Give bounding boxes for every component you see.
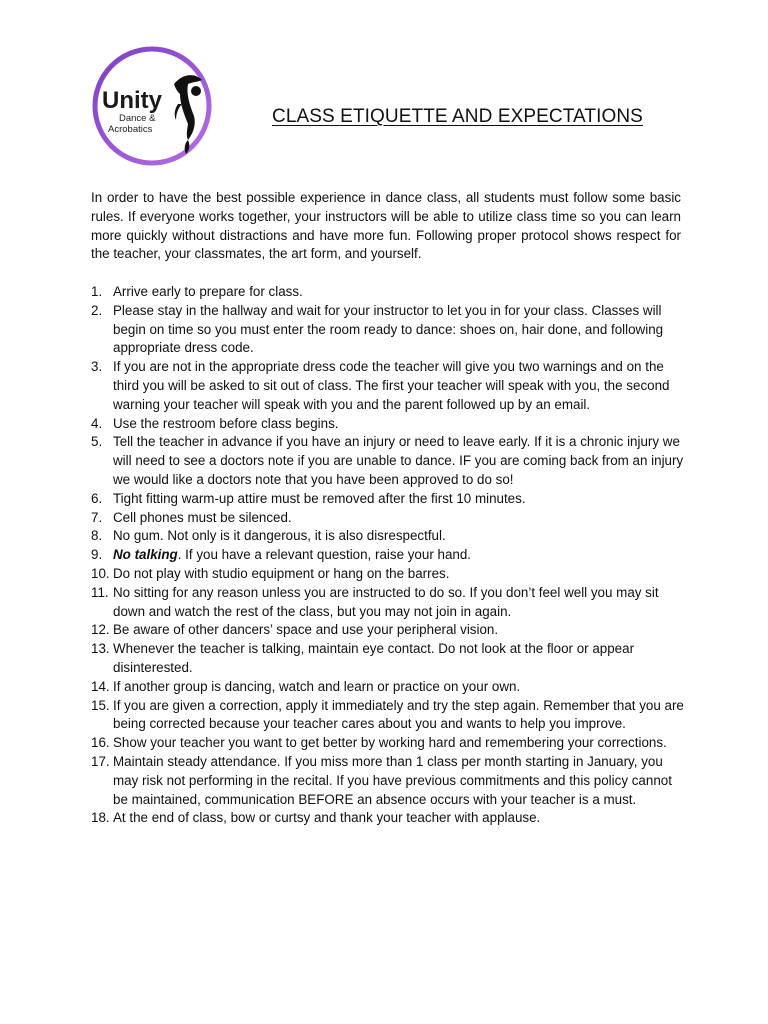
rules-list [91,283,685,828]
logo-graphic [90,44,214,168]
rule-number: 18. [91,810,110,826]
list-item [91,546,685,565]
rule-text: Be aware of other dancers’ space and use your peripheral vision. [113,622,499,638]
rule-number: 10. [91,565,110,581]
list-item [91,509,685,528]
list-item [91,490,685,509]
rule-text: Do not play with studio equipment or hang on the barres. [113,565,450,581]
logo-brand-text: Unity [102,87,162,114]
list-item [91,358,685,414]
list-item [91,302,685,358]
rule-number: 16. [91,735,110,751]
rule-text: No gum. Not only is it dangerous, it is also disrespectful. [113,528,446,544]
list-item [91,433,685,489]
page-title: CLASS ETIQUETTE AND EXPECTATIONS [272,106,643,127]
list-item [91,527,685,546]
rule-number: 14. [91,678,110,694]
intro-paragraph: In order to have the best possible experience in dance class, all students must follow some basic rules. If everyone works together, your instructors will be able to utilize class time so you can learn more quickly without distractions and have more fun. Following proper protocol shows respect for the teacher, your classmates, the art form, and yourself. [91,190,681,262]
rule-text: Tell the teacher in advance if you have an injury or need to leave early. If it is a chronic injury we will need to see a doctors note if you are unable to dance. IF you are coming back from an injury we would like a doctors note that you have been approved to do so! [113,434,684,487]
list-item [91,753,685,809]
rule-number: 15. [91,697,110,713]
rule-number: 9. [91,547,103,563]
rule-number: 7. [91,509,103,525]
rule-text: No sitting for any reason unless you are instructed to do so. If you don’t feel well you may sit down and watch the rest of the class, but you may not join in again. [113,584,659,619]
list-item [91,621,685,640]
logo-subtitle-line2: Acrobatics [108,124,153,135]
rule-text: Whenever the teacher is talking, maintain eye contact. Do not look at the floor or appear disinterested. [113,641,635,675]
rule-text: Please stay in the hallway and wait for your instructor to let you in for your class. Classes will begin on time so you must enter the room ready to dance: shoes on, hair done, and following appropriate dress code. [113,302,664,356]
logo-subtitle-line1: Dance & [119,113,156,124]
rule-number: 17. [91,753,110,769]
rule-text: At the end of class, bow or curtsy and thank your teacher with applause. [113,810,541,826]
rule-text: If you are not in the appropriate dress code the teacher will give you two warnings and on the third you will be asked to sit out of class. The first your teacher will speak with you, the second warning your teacher will speak with you and the parent followed up by an email. [113,359,670,412]
list-item [91,809,685,828]
list-item [91,584,685,622]
list-item [91,678,685,697]
rule-number: 2. [91,302,103,318]
rule-number: 12. [91,622,110,638]
list-item [91,734,685,753]
rule-number: 8. [91,528,103,544]
rule-text: If another group is dancing, watch and learn or practice on your own. [113,678,521,694]
rule-text: . If you have a relevant question, raise your hand. [177,547,472,563]
rule-number: 1. [91,284,103,299]
rule-number: 5. [91,434,103,450]
rule-text: Use the restroom before class begins. [113,415,339,431]
rule-text: If you are given a correction, apply it immediately and try the step again. Remember that you are being corrected because your teacher cares about you and wants to help you improve. [113,697,684,732]
list-item [91,640,685,678]
rule-emphasis: No talking [113,547,178,563]
rule-number: 13. [91,641,110,657]
rule-text: Cell phones must be silenced. [113,509,292,525]
list-item [91,697,685,735]
rule-number: 4. [91,415,103,431]
list-item [91,283,685,302]
rule-number: 11. [91,584,109,600]
rule-number: 6. [91,490,103,506]
rule-text: Maintain steady attendance. If you miss more than 1 class per month starting in January, you may risk not performing in the recital. If you have previous commitments and this policy cannot be maintained, communication BEFORE an absence occurs with your teacher is a must. [113,753,672,807]
rule-text: Show your teacher you want to get better by working hard and remembering your corrections. [113,735,667,751]
list-item [91,565,685,584]
rule-text: Tight fitting warm-up attire must be removed after the first 10 minutes. [113,490,526,506]
rule-number: 3. [91,359,103,375]
unity-logo [90,44,214,168]
rule-text: Arrive early to prepare for class. [113,284,303,299]
list-item [91,415,685,434]
